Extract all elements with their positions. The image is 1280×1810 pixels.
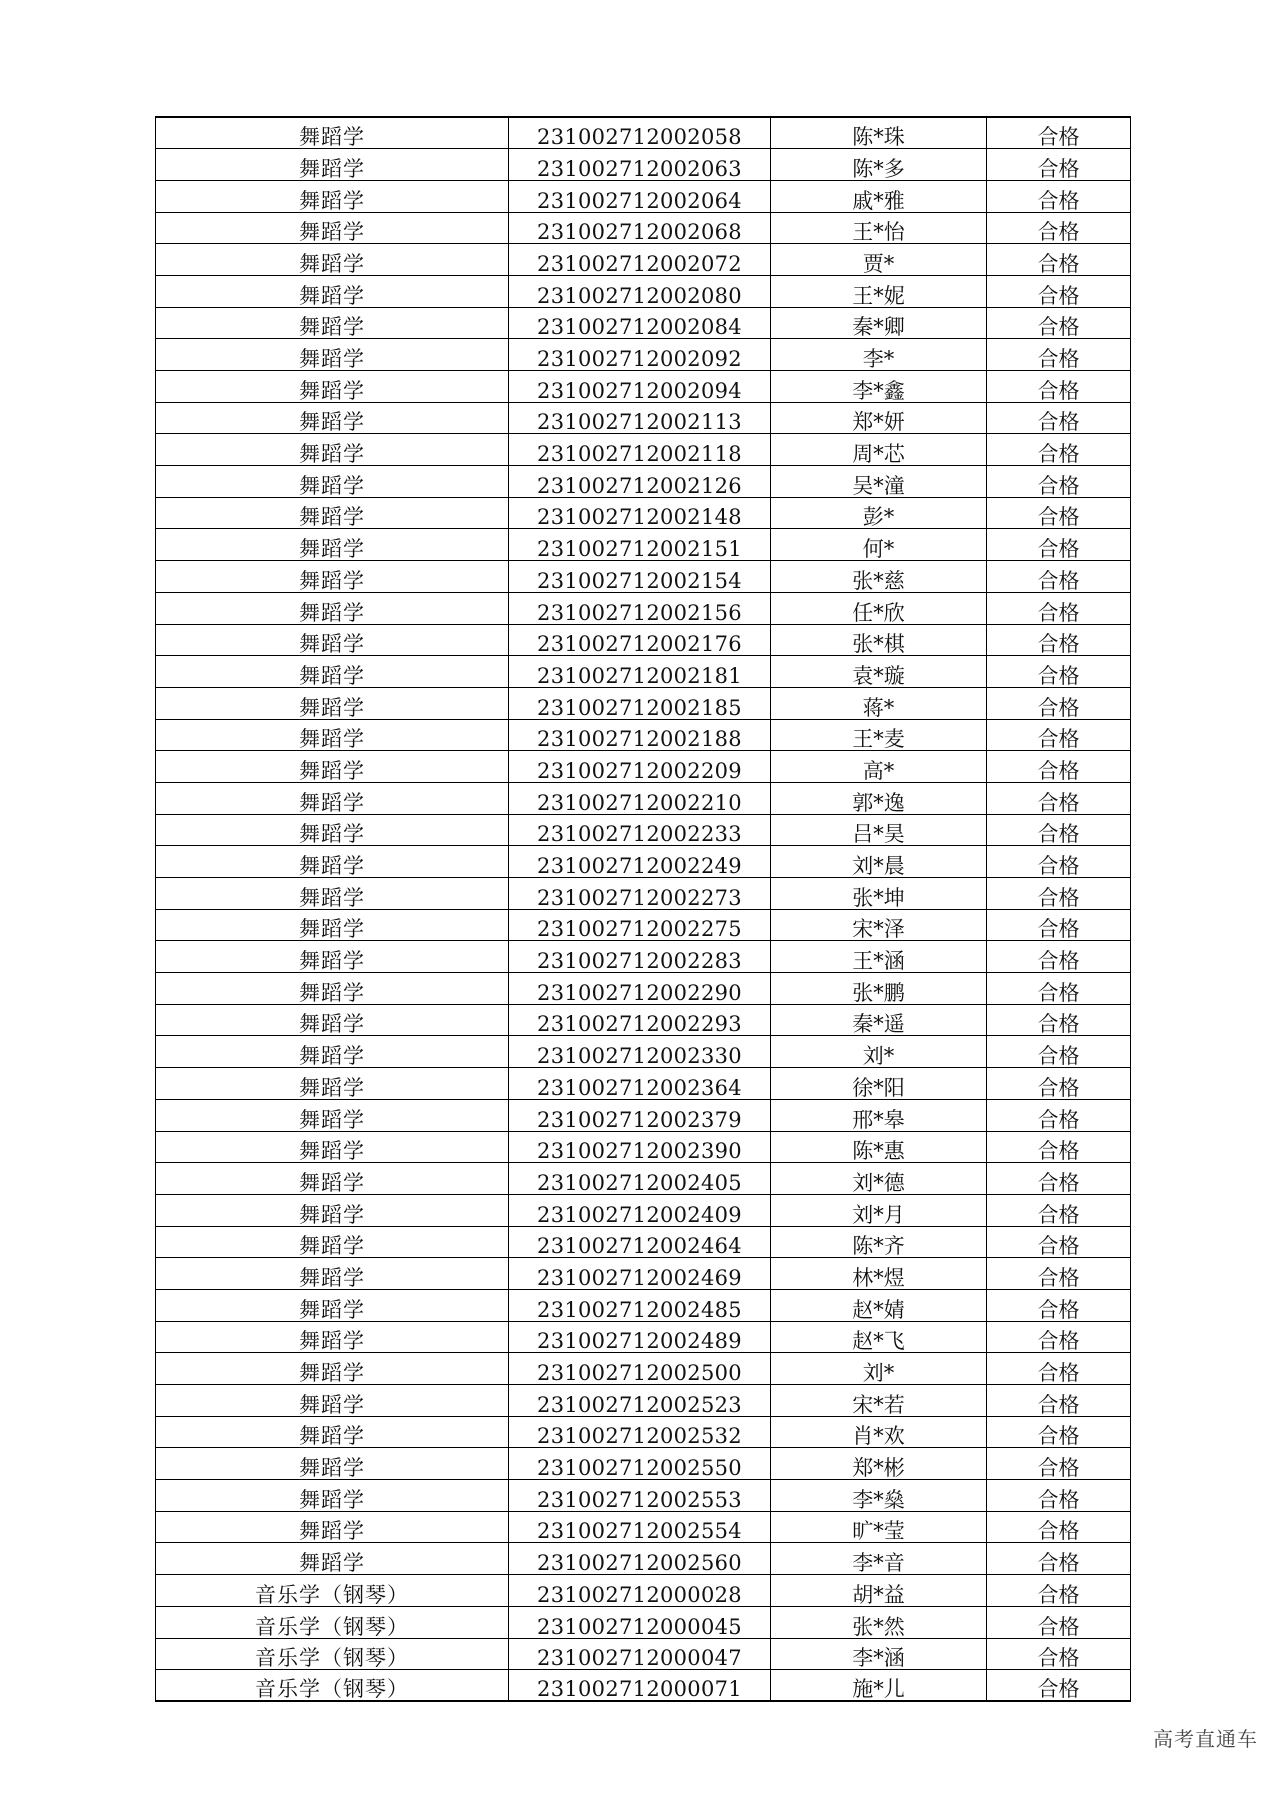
table-row: [156, 782, 1131, 814]
table-row: [156, 1448, 1131, 1480]
table-row: [156, 434, 1131, 466]
major-cell: 舞蹈学: [156, 1163, 509, 1195]
result-cell: 合格: [987, 371, 1131, 403]
id-cell: 231002712002485: [509, 1289, 771, 1321]
result-cell: 合格: [987, 1131, 1131, 1163]
table-row: [156, 687, 1131, 719]
table-row: [156, 1606, 1131, 1638]
id-cell: 231002712002063: [509, 149, 771, 181]
major-cell: 音乐学（钢琴）: [156, 1606, 509, 1638]
result-cell: 合格: [987, 592, 1131, 624]
name-cell: 彭*: [771, 497, 987, 529]
table-row: [156, 529, 1131, 561]
result-cell: 合格: [987, 275, 1131, 307]
id-cell: 231002712002209: [509, 751, 771, 783]
major-cell: 舞蹈学: [156, 909, 509, 941]
result-cell: 合格: [987, 624, 1131, 656]
major-cell: 舞蹈学: [156, 1448, 509, 1480]
name-cell: 吕*昊: [771, 814, 987, 846]
major-cell: 舞蹈学: [156, 497, 509, 529]
table-row: [156, 1194, 1131, 1226]
id-cell: 231002712002273: [509, 878, 771, 910]
major-cell: 舞蹈学: [156, 1543, 509, 1575]
table-row: [156, 1575, 1131, 1607]
name-cell: 宋*泽: [771, 909, 987, 941]
id-cell: 231002712002560: [509, 1543, 771, 1575]
major-cell: 舞蹈学: [156, 1480, 509, 1512]
id-cell: 231002712002188: [509, 719, 771, 751]
major-cell: 舞蹈学: [156, 687, 509, 719]
name-cell: 施*儿: [771, 1670, 987, 1702]
table-row: [156, 909, 1131, 941]
major-cell: 舞蹈学: [156, 878, 509, 910]
table-row: [156, 1321, 1131, 1353]
name-cell: 李*音: [771, 1543, 987, 1575]
id-cell: 231002712002330: [509, 1036, 771, 1068]
name-cell: 吴*潼: [771, 466, 987, 498]
result-cell: 合格: [987, 434, 1131, 466]
name-cell: 赵*飞: [771, 1321, 987, 1353]
id-cell: 231002712002464: [509, 1226, 771, 1258]
result-cell: 合格: [987, 687, 1131, 719]
result-cell: 合格: [987, 782, 1131, 814]
result-cell: 合格: [987, 751, 1131, 783]
result-cell: 合格: [987, 814, 1131, 846]
result-cell: 合格: [987, 1480, 1131, 1512]
table-row: [156, 1511, 1131, 1543]
name-cell: 李*燊: [771, 1480, 987, 1512]
result-cell: 合格: [987, 1511, 1131, 1543]
name-cell: 袁*璇: [771, 656, 987, 688]
table-row: [156, 1638, 1131, 1670]
id-cell: 231002712002094: [509, 371, 771, 403]
table-row: [156, 244, 1131, 276]
id-cell: 231002712002151: [509, 529, 771, 561]
result-cell: 合格: [987, 212, 1131, 244]
table-row: [156, 180, 1131, 212]
id-cell: 231002712002364: [509, 1068, 771, 1100]
table-row: [156, 307, 1131, 339]
name-cell: 陈*多: [771, 149, 987, 181]
major-cell: 舞蹈学: [156, 1068, 509, 1100]
result-cell: 合格: [987, 973, 1131, 1005]
id-cell: 231002712002500: [509, 1353, 771, 1385]
major-cell: 舞蹈学: [156, 719, 509, 751]
id-cell: 231002712002092: [509, 339, 771, 371]
major-cell: 舞蹈学: [156, 1194, 509, 1226]
id-cell: 231002712002156: [509, 592, 771, 624]
table-row: [156, 846, 1131, 878]
major-cell: 音乐学（钢琴）: [156, 1670, 509, 1702]
result-cell: 合格: [987, 1194, 1131, 1226]
watermark-text: 高考直通车: [1153, 1727, 1258, 1751]
result-cell: 合格: [987, 1638, 1131, 1670]
id-cell: 231002712002409: [509, 1194, 771, 1226]
table-row: [156, 878, 1131, 910]
name-cell: 高*: [771, 751, 987, 783]
id-cell: 231002712002084: [509, 307, 771, 339]
id-cell: 231002712002554: [509, 1511, 771, 1543]
id-cell: 231002712002523: [509, 1385, 771, 1417]
name-cell: 王*怡: [771, 212, 987, 244]
result-cell: 合格: [987, 339, 1131, 371]
name-cell: 宋*若: [771, 1385, 987, 1417]
id-cell: 231002712002379: [509, 1099, 771, 1131]
result-cell: 合格: [987, 402, 1131, 434]
id-cell: 231002712002064: [509, 180, 771, 212]
results-table: [155, 116, 1131, 1702]
result-cell: 合格: [987, 941, 1131, 973]
result-cell: 合格: [987, 1543, 1131, 1575]
table-row: [156, 656, 1131, 688]
result-cell: 合格: [987, 1004, 1131, 1036]
major-cell: 舞蹈学: [156, 180, 509, 212]
id-cell: 231002712002126: [509, 466, 771, 498]
major-cell: 舞蹈学: [156, 751, 509, 783]
table-row: [156, 941, 1131, 973]
result-cell: 合格: [987, 117, 1131, 149]
major-cell: 舞蹈学: [156, 371, 509, 403]
id-cell: 231002712002489: [509, 1321, 771, 1353]
id-cell: 231002712002233: [509, 814, 771, 846]
result-cell: 合格: [987, 497, 1131, 529]
table-row: [156, 1353, 1131, 1385]
id-cell: 231002712002181: [509, 656, 771, 688]
table-row: [156, 339, 1131, 371]
id-cell: 231002712002532: [509, 1416, 771, 1448]
table-row: [156, 149, 1131, 181]
major-cell: 舞蹈学: [156, 941, 509, 973]
major-cell: 舞蹈学: [156, 275, 509, 307]
result-cell: 合格: [987, 529, 1131, 561]
table-row: [156, 497, 1131, 529]
result-cell: 合格: [987, 1448, 1131, 1480]
table-row: [156, 117, 1131, 149]
table-row: [156, 1416, 1131, 1448]
result-cell: 合格: [987, 1258, 1131, 1290]
table-row: [156, 371, 1131, 403]
result-cell: 合格: [987, 878, 1131, 910]
major-cell: 舞蹈学: [156, 1289, 509, 1321]
major-cell: 舞蹈学: [156, 1353, 509, 1385]
major-cell: 舞蹈学: [156, 814, 509, 846]
table-row: [156, 973, 1131, 1005]
name-cell: 旷*莹: [771, 1511, 987, 1543]
major-cell: 音乐学（钢琴）: [156, 1575, 509, 1607]
major-cell: 舞蹈学: [156, 846, 509, 878]
table-row: [156, 1543, 1131, 1575]
id-cell: 231002712002249: [509, 846, 771, 878]
table-row: [156, 402, 1131, 434]
table-row: [156, 561, 1131, 593]
id-cell: 231002712002275: [509, 909, 771, 941]
major-cell: 舞蹈学: [156, 561, 509, 593]
name-cell: 任*欣: [771, 592, 987, 624]
result-cell: 合格: [987, 466, 1131, 498]
table-row: [156, 751, 1131, 783]
id-cell: 231002712000045: [509, 1606, 771, 1638]
id-cell: 231002712002293: [509, 1004, 771, 1036]
major-cell: 舞蹈学: [156, 656, 509, 688]
id-cell: 231002712002283: [509, 941, 771, 973]
name-cell: 李*鑫: [771, 371, 987, 403]
name-cell: 刘*: [771, 1036, 987, 1068]
result-cell: 合格: [987, 1068, 1131, 1100]
table-row: [156, 275, 1131, 307]
id-cell: 231002712002113: [509, 402, 771, 434]
result-cell: 合格: [987, 1321, 1131, 1353]
id-cell: 231002712002390: [509, 1131, 771, 1163]
id-cell: 231002712002185: [509, 687, 771, 719]
result-cell: 合格: [987, 1385, 1131, 1417]
result-cell: 合格: [987, 149, 1131, 181]
name-cell: 何*: [771, 529, 987, 561]
name-cell: 张*坤: [771, 878, 987, 910]
major-cell: 舞蹈学: [156, 782, 509, 814]
id-cell: 231002712002550: [509, 1448, 771, 1480]
result-cell: 合格: [987, 719, 1131, 751]
id-cell: 231002712002290: [509, 973, 771, 1005]
result-cell: 合格: [987, 180, 1131, 212]
result-cell: 合格: [987, 1036, 1131, 1068]
name-cell: 陈*惠: [771, 1131, 987, 1163]
major-cell: 舞蹈学: [156, 973, 509, 1005]
name-cell: 林*煜: [771, 1258, 987, 1290]
table-row: [156, 1004, 1131, 1036]
result-cell: 合格: [987, 1289, 1131, 1321]
result-cell: 合格: [987, 1575, 1131, 1607]
major-cell: 舞蹈学: [156, 339, 509, 371]
table-row: [156, 1131, 1131, 1163]
result-cell: 合格: [987, 1416, 1131, 1448]
name-cell: 刘*晨: [771, 846, 987, 878]
name-cell: 王*妮: [771, 275, 987, 307]
name-cell: 陈*珠: [771, 117, 987, 149]
major-cell: 舞蹈学: [156, 466, 509, 498]
id-cell: 231002712002080: [509, 275, 771, 307]
major-cell: 舞蹈学: [156, 1511, 509, 1543]
id-cell: 231002712000047: [509, 1638, 771, 1670]
name-cell: 徐*阳: [771, 1068, 987, 1100]
table-row: [156, 592, 1131, 624]
table-row: [156, 814, 1131, 846]
major-cell: 舞蹈学: [156, 212, 509, 244]
name-cell: 王*涵: [771, 941, 987, 973]
major-cell: 舞蹈学: [156, 1131, 509, 1163]
table-row: [156, 466, 1131, 498]
id-cell: 231002712002405: [509, 1163, 771, 1195]
major-cell: 舞蹈学: [156, 1099, 509, 1131]
major-cell: 舞蹈学: [156, 117, 509, 149]
name-cell: 李*涵: [771, 1638, 987, 1670]
name-cell: 邢*皋: [771, 1099, 987, 1131]
name-cell: 张*鹏: [771, 973, 987, 1005]
id-cell: 231002712000071: [509, 1670, 771, 1702]
table-row: [156, 719, 1131, 751]
id-cell: 231002712002469: [509, 1258, 771, 1290]
major-cell: 舞蹈学: [156, 149, 509, 181]
name-cell: 秦*卿: [771, 307, 987, 339]
name-cell: 周*芯: [771, 434, 987, 466]
name-cell: 张*慈: [771, 561, 987, 593]
name-cell: 陈*齐: [771, 1226, 987, 1258]
table-row: [156, 624, 1131, 656]
table-row: [156, 1258, 1131, 1290]
table-row: [156, 1226, 1131, 1258]
name-cell: 胡*益: [771, 1575, 987, 1607]
result-cell: 合格: [987, 561, 1131, 593]
major-cell: 音乐学（钢琴）: [156, 1638, 509, 1670]
results-table-body: [156, 117, 1131, 1701]
id-cell: 231002712002148: [509, 497, 771, 529]
table-row: [156, 1036, 1131, 1068]
result-cell: 合格: [987, 244, 1131, 276]
result-cell: 合格: [987, 1163, 1131, 1195]
major-cell: 舞蹈学: [156, 624, 509, 656]
result-cell: 合格: [987, 846, 1131, 878]
name-cell: 贾*: [771, 244, 987, 276]
major-cell: 舞蹈学: [156, 244, 509, 276]
name-cell: 郑*彬: [771, 1448, 987, 1480]
result-cell: 合格: [987, 909, 1131, 941]
id-cell: 231002712002154: [509, 561, 771, 593]
major-cell: 舞蹈学: [156, 1004, 509, 1036]
name-cell: 刘*: [771, 1353, 987, 1385]
table-row: [156, 1670, 1131, 1702]
id-cell: 231002712002553: [509, 1480, 771, 1512]
id-cell: 231002712002210: [509, 782, 771, 814]
name-cell: 戚*雅: [771, 180, 987, 212]
table-row: [156, 1385, 1131, 1417]
table-row: [156, 1480, 1131, 1512]
major-cell: 舞蹈学: [156, 307, 509, 339]
major-cell: 舞蹈学: [156, 1321, 509, 1353]
major-cell: 舞蹈学: [156, 529, 509, 561]
table-row: [156, 1099, 1131, 1131]
name-cell: 王*麦: [771, 719, 987, 751]
name-cell: 张*棋: [771, 624, 987, 656]
result-cell: 合格: [987, 1099, 1131, 1131]
id-cell: 231002712000028: [509, 1575, 771, 1607]
table-row: [156, 1289, 1131, 1321]
result-cell: 合格: [987, 1606, 1131, 1638]
result-cell: 合格: [987, 1670, 1131, 1702]
table-row: [156, 1163, 1131, 1195]
table-row: [156, 212, 1131, 244]
table-row: [156, 1068, 1131, 1100]
name-cell: 张*然: [771, 1606, 987, 1638]
id-cell: 231002712002058: [509, 117, 771, 149]
name-cell: 肖*欢: [771, 1416, 987, 1448]
name-cell: 郭*逸: [771, 782, 987, 814]
major-cell: 舞蹈学: [156, 434, 509, 466]
major-cell: 舞蹈学: [156, 1226, 509, 1258]
result-cell: 合格: [987, 656, 1131, 688]
result-cell: 合格: [987, 307, 1131, 339]
id-cell: 231002712002176: [509, 624, 771, 656]
major-cell: 舞蹈学: [156, 402, 509, 434]
name-cell: 郑*妍: [771, 402, 987, 434]
major-cell: 舞蹈学: [156, 592, 509, 624]
id-cell: 231002712002118: [509, 434, 771, 466]
major-cell: 舞蹈学: [156, 1258, 509, 1290]
name-cell: 李*: [771, 339, 987, 371]
name-cell: 蒋*: [771, 687, 987, 719]
result-cell: 合格: [987, 1226, 1131, 1258]
name-cell: 刘*月: [771, 1194, 987, 1226]
major-cell: 舞蹈学: [156, 1416, 509, 1448]
major-cell: 舞蹈学: [156, 1385, 509, 1417]
name-cell: 刘*德: [771, 1163, 987, 1195]
result-cell: 合格: [987, 1353, 1131, 1385]
id-cell: 231002712002068: [509, 212, 771, 244]
name-cell: 秦*遥: [771, 1004, 987, 1036]
name-cell: 赵*婧: [771, 1289, 987, 1321]
major-cell: 舞蹈学: [156, 1036, 509, 1068]
id-cell: 231002712002072: [509, 244, 771, 276]
